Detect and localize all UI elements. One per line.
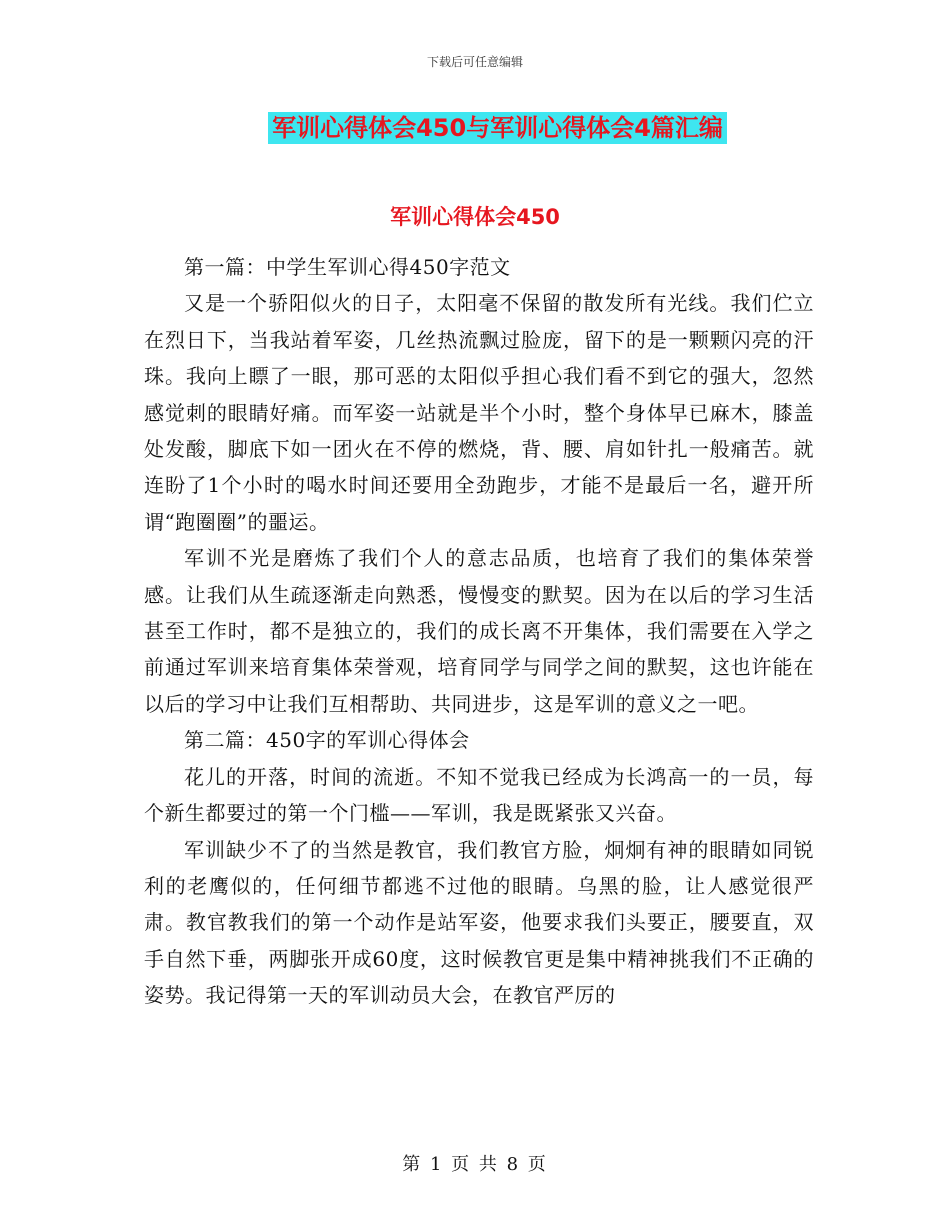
section-title: 军训心得体会450 — [390, 205, 560, 229]
body-paragraph: 又是一个骄阳似火的日子，太阳毫不保留的散发所有光线。我们伫立在烈日下，当我站着军姿，几丝热流飘过脸庞，留下的是一颗颗闪亮的汗珠。我向上瞟了一眼，那可恶的太阳似乎担心我们看不到它的强大，忽然感觉刺的眼睛好痛。而军姿一站就是半个小时，整个身体早已麻木，膝盖处发酸，脚底下如一团火在不停的燃烧，背、腰、肩如针扎一般痛苦。就连盼了1个小时的喝水时间还要用全劲跑步，才能不是最后一名，避开所谓“跑圈圈”的噩运。 — [144, 291, 814, 534]
article-heading-2: 第二篇：450字的军训心得体会 — [184, 728, 470, 753]
body-paragraph: 花儿的开落，时间的流逝。不知不觉我已经成为长鸿高一的一员，每个新生都要过的第一个门槛——军训，我是既紧张又兴奋。 — [144, 764, 814, 826]
article-heading-1: 第一篇：中学生军训心得450字范文 — [184, 255, 511, 279]
header-note: 下载后可任意编辑 — [426, 55, 523, 69]
body-paragraph: 军训不光是磨炼了我们个人的意志品质，也培育了我们的集体荣誉感。让我们从生疏逐渐走向熟悉，慢慢变的默契。因为在以后的学习生活甚至工作时，都不是独立的，我们的成长离不开集体，我们需要在入学之前通过军训来培育集体荣誉观，培育同学与同学之间的默契，这也许能在以后的学习中让我们互相帮助、共同进步，这是军训的意义之一吧。 — [144, 546, 814, 716]
main-title-container — [0, 112, 950, 144]
document-title: 军训心得体会450与军训心得体会4篇汇编 — [268, 112, 727, 144]
page-footer: 第 1 页 共 8 页 — [402, 1154, 548, 1175]
body-paragraph: 军训缺少不了的当然是教官，我们教官方脸，炯炯有神的眼睛如同锐利的老鹰似的，任何细节都逃不过他的眼睛。乌黑的脸，让人感觉很严肃。教官教我们的第一个动作是站军姿，他要求我们头要正，腰要直，双手自然下垂，两脚张开成60度，这时候教官更是集中精神挑我们不正确的姿势。我记得第一天的军训动员大会，在教官严厉的 — [144, 837, 814, 1008]
document-body — [144, 249, 814, 1014]
